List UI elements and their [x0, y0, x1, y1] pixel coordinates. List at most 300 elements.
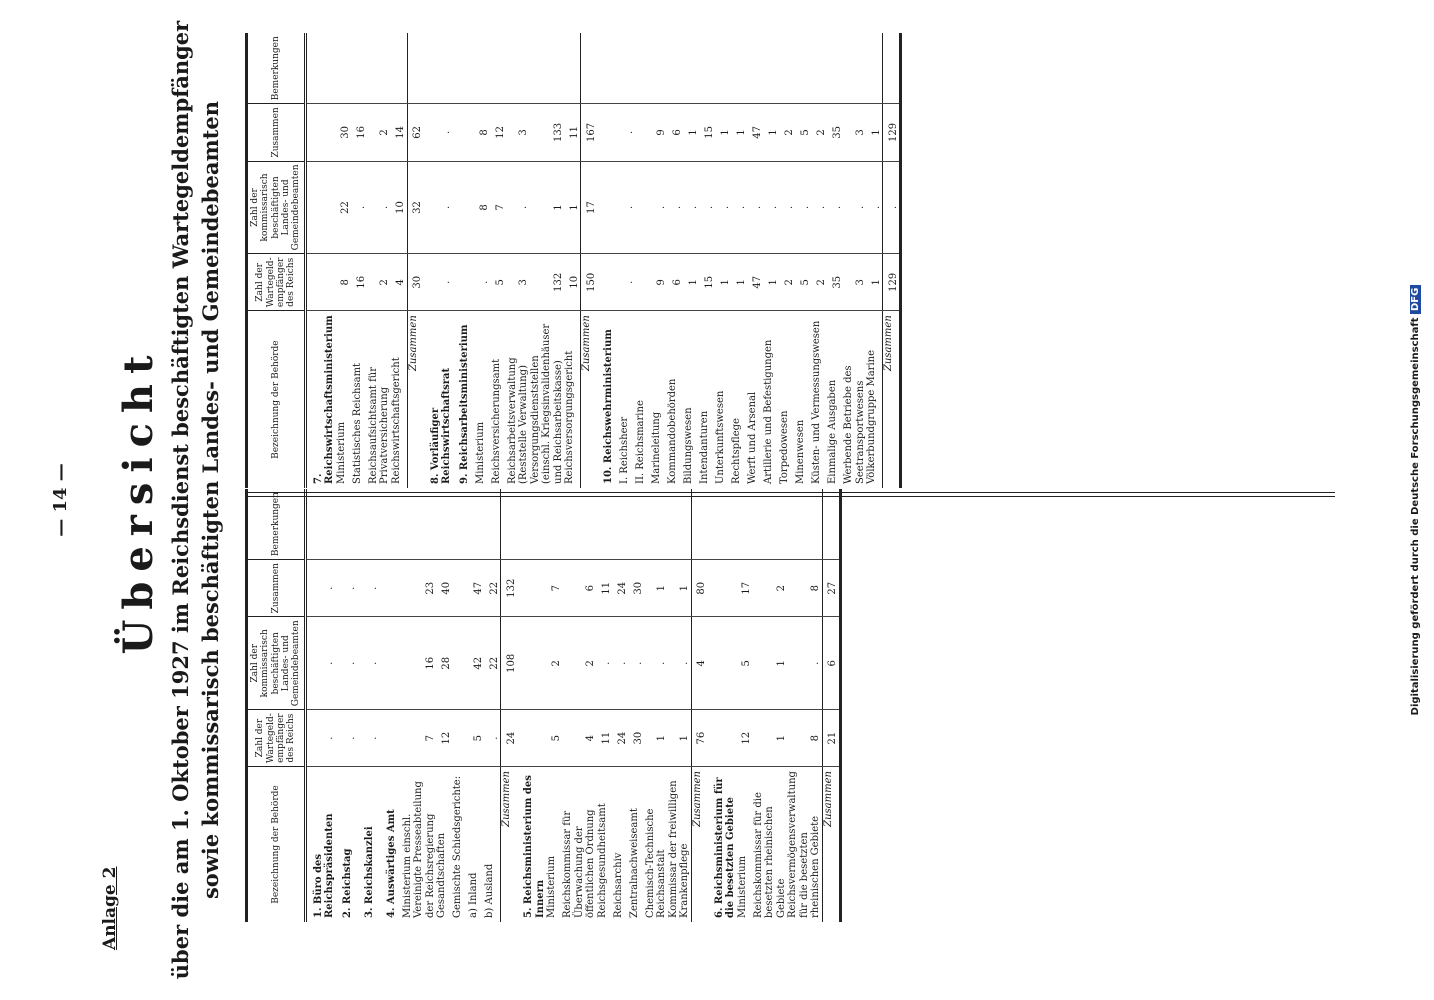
cell-authority: Reichsversicherungsamt	[490, 358, 502, 484]
cell-authority: 7. Reichswirtschaftsministerium	[312, 315, 336, 484]
cell-recipients	[380, 710, 402, 767]
cell-remarks	[795, 33, 811, 104]
cell-recipients: 9	[651, 254, 667, 311]
cell-recipients: 3	[507, 254, 530, 311]
cell-recipients	[453, 254, 475, 311]
cell-total: 22	[484, 560, 501, 617]
cell-commissioned: .	[336, 617, 358, 710]
cell-recipients: 132	[530, 254, 565, 311]
cell-recipients: 1	[668, 710, 692, 767]
cell-total: 1	[731, 104, 747, 161]
dfg-logo: DFG	[1410, 285, 1421, 314]
table-row	[747, 33, 763, 488]
cell-commissioned: .	[866, 161, 883, 254]
cell-recipients: 4	[562, 710, 597, 767]
cell-recipients: .	[475, 254, 491, 311]
cell-commissioned: 2	[546, 617, 562, 710]
cell-total: 6	[562, 560, 597, 617]
cell-commissioned: 4	[691, 617, 708, 710]
cell-commissioned	[517, 617, 546, 710]
cell-recipients: 30	[407, 254, 424, 311]
section-row	[305, 489, 336, 922]
header-recipients: Zahl der Wartegeld-empfänger des Reichs	[247, 710, 306, 767]
cell-total	[517, 560, 546, 617]
cell-commissioned: .	[619, 161, 635, 254]
cell-remarks	[453, 33, 475, 104]
cell-commissioned: .	[424, 161, 453, 254]
cell-recipients: 129	[883, 254, 901, 311]
cell-recipients: 8	[336, 254, 352, 311]
cell-commissioned: .	[795, 161, 811, 254]
cell-commissioned: .	[811, 161, 827, 254]
section-row	[380, 489, 402, 922]
table-row	[843, 33, 866, 488]
cell-authority: Ministerium	[736, 855, 748, 918]
cell-recipients: 16	[352, 254, 368, 311]
page-number: — 14 —	[50, 463, 71, 537]
cell-total	[635, 104, 651, 161]
cell-total: 3	[843, 104, 866, 161]
cell-commissioned	[597, 161, 619, 254]
cell-total: 62	[407, 104, 424, 161]
cell-remarks	[699, 33, 715, 104]
section-row	[336, 489, 358, 922]
subtitle-line-1: über die am 1. Oktober 1927 im Reichsdienst beschäftigten Wartegeldempfänger	[168, 20, 193, 980]
cell-authority: Werbende Betriebe des Seetransportwesens	[843, 365, 866, 484]
cell-commissioned	[305, 161, 336, 254]
cell-total: 167	[581, 104, 598, 161]
cell-recipients: 5	[795, 254, 811, 311]
cell-authority: Gemischte Schiedsgerichte:	[452, 775, 464, 918]
cell-commissioned: .	[358, 617, 380, 710]
table-row	[779, 33, 795, 488]
header-authority: Bezeichnung der Behörde	[247, 311, 306, 488]
cell-authority: 9. Reichsarbeitsministerium	[458, 324, 470, 484]
cell-remarks	[507, 33, 530, 104]
section-row	[358, 489, 380, 922]
cell-commissioned: 32	[407, 161, 424, 254]
cell-remarks	[336, 33, 352, 104]
table-row	[452, 489, 468, 922]
right-overview-table	[245, 33, 902, 488]
cell-recipients: .	[424, 254, 453, 311]
cell-remarks	[562, 489, 597, 560]
cell-commissioned: 2	[562, 617, 597, 710]
cell-total	[305, 104, 336, 161]
cell-remarks	[402, 489, 437, 560]
cell-total: 2	[368, 104, 391, 161]
cell-total	[708, 560, 737, 617]
cell-recipients: 1	[866, 254, 883, 311]
section-row	[453, 33, 475, 488]
table-row	[668, 489, 692, 922]
table-header-row	[247, 489, 306, 922]
cell-total: 2	[753, 560, 788, 617]
cell-authority: 8. Vorläufiger Reichswirtschaftsrat	[429, 367, 453, 484]
cell-recipients: 11	[597, 710, 613, 767]
cell-commissioned: .	[747, 161, 763, 254]
table-row	[827, 33, 843, 488]
cell-remarks	[883, 33, 901, 104]
cell-authority: Marineleitung	[651, 411, 663, 484]
cell-remarks	[827, 33, 843, 104]
total-row	[407, 33, 424, 488]
cell-commissioned: 1	[753, 617, 788, 710]
cell-commissioned	[635, 161, 651, 254]
cell-recipients: 6	[667, 254, 683, 311]
cell-recipients: 1	[763, 254, 779, 311]
cell-commissioned: .	[507, 161, 530, 254]
cell-commissioned: .	[667, 161, 683, 254]
cell-commissioned: .	[683, 161, 699, 254]
header-commissioned: Zahl der kommissarisch beschäftigten Landes- und Gemeindebeamten	[247, 161, 306, 254]
cell-remarks	[668, 489, 692, 560]
header-authority: Bezeichnung der Behörde	[247, 767, 306, 922]
cell-total: 24	[613, 560, 629, 617]
cell-recipients: 7	[402, 710, 437, 767]
cell-total: 30	[336, 104, 352, 161]
cell-total: 12	[491, 104, 507, 161]
cell-authority: 5. Reichsministerium des Innern	[523, 775, 546, 918]
cell-total: 2	[811, 104, 827, 161]
cell-commissioned: .	[787, 617, 822, 710]
table-row	[715, 33, 731, 488]
cell-authority: Reichsarchiv	[612, 852, 624, 918]
cell-remarks	[691, 489, 708, 560]
cell-authority: Zusammen	[691, 767, 708, 922]
cell-total: .	[424, 104, 453, 161]
cell-authority: Unterkunftswesen	[715, 390, 727, 484]
cell-authority: Werft und Arsenal	[747, 391, 759, 484]
cell-total: 35	[827, 104, 843, 161]
cell-remarks	[530, 33, 565, 104]
section-row	[597, 33, 619, 488]
table-row	[475, 33, 491, 488]
cell-commissioned: .	[651, 161, 667, 254]
cell-remarks	[843, 33, 866, 104]
cell-commissioned: .	[629, 617, 645, 710]
table-row	[546, 489, 562, 922]
cell-remarks	[866, 33, 883, 104]
table-row	[635, 33, 651, 488]
cell-remarks	[305, 489, 336, 560]
cell-authority: 1. Büro des Reichspräsidenten	[312, 813, 336, 918]
cell-authority: Ministerium	[335, 421, 347, 484]
cell-total: 8	[475, 104, 491, 161]
cell-recipients	[305, 254, 336, 311]
cell-total: .	[358, 560, 380, 617]
cell-total: 23	[402, 560, 437, 617]
cell-recipients	[452, 710, 468, 767]
table-row	[737, 489, 753, 922]
cell-remarks	[358, 489, 380, 560]
cell-commissioned: 8	[475, 161, 491, 254]
table-row	[402, 489, 437, 922]
cell-authority: II. Reichsmarine	[635, 400, 647, 484]
cell-total: 132	[501, 560, 518, 617]
table-header-row	[247, 33, 306, 488]
cell-authority: Kommissar der freiwilligen Krankenpflege	[667, 780, 691, 918]
cell-total: 14	[391, 104, 408, 161]
cell-total: 3	[507, 104, 530, 161]
cell-remarks	[753, 489, 788, 560]
cell-authority: Torpedowesen	[779, 410, 791, 484]
cell-remarks	[368, 33, 391, 104]
cell-authority: Zusammen	[501, 767, 518, 922]
cell-total: 129	[883, 104, 901, 161]
cell-authority: Zentralnachweiseamt	[628, 808, 640, 918]
table-row	[683, 33, 699, 488]
cell-remarks	[811, 33, 827, 104]
table-row	[368, 33, 391, 488]
cell-commissioned: 7	[491, 161, 507, 254]
cell-remarks	[407, 33, 424, 104]
cell-authority: I. Reichsheer	[619, 416, 631, 484]
cell-authority: 2. Reichstag	[341, 848, 353, 918]
cell-total: 11	[597, 560, 613, 617]
cell-commissioned: 17	[581, 161, 598, 254]
cell-authority: 10. Reichswehrministerium	[603, 329, 615, 484]
cell-recipients: 76	[691, 710, 708, 767]
cell-total: 5	[795, 104, 811, 161]
cell-authority: Versorgungsdienststellen (einschl. Kriegsinvalidenhäuser und Reichsarbeitskasse)	[529, 323, 564, 484]
cell-authority: Reichsvermögensverwaltung für die besetzten rheinischen Gebiete	[787, 771, 822, 918]
cell-authority: Zusammen	[822, 767, 840, 922]
cell-recipients: 24	[501, 710, 518, 767]
cell-total: 1	[668, 560, 692, 617]
table-row	[731, 33, 747, 488]
cell-authority: Einmalige Ausgaben	[827, 379, 839, 484]
annex-label: Anlage 2	[100, 866, 120, 950]
cell-recipients: 10	[564, 254, 581, 311]
cell-total: 8	[787, 560, 822, 617]
cell-commissioned: 1	[530, 161, 565, 254]
total-row	[822, 489, 840, 922]
cell-authority: Ministerium	[546, 855, 558, 918]
total-row	[581, 33, 598, 488]
header-total: Zusammen	[247, 104, 306, 161]
cell-total: 47	[468, 560, 484, 617]
cell-recipients: .	[358, 710, 380, 767]
cell-remarks	[546, 489, 562, 560]
cell-authority: Reichskommissar für Überwachung der öffentlichen Ordnung	[562, 809, 597, 918]
cell-recipients: 3	[843, 254, 866, 311]
table-row	[507, 33, 530, 488]
cell-commissioned: 108	[501, 617, 518, 710]
cell-remarks	[613, 489, 629, 560]
cell-authority: Völkerbundgruppe Marine	[866, 349, 878, 484]
cell-authority: 6. Reichsministerium für die besetzten Gebiete	[713, 777, 737, 918]
cell-recipients: 24	[613, 710, 629, 767]
cell-authority: Reichswirtschaftsgericht	[390, 357, 402, 484]
cell-recipients	[708, 710, 737, 767]
funding-note	[1410, 0, 1421, 1000]
cell-total: .	[336, 560, 358, 617]
table-row	[763, 33, 779, 488]
cell-authority: Reichsarbeitsverwaltung (Reststelle Verwaltung)	[506, 357, 530, 484]
cell-remarks	[336, 489, 358, 560]
cell-commissioned: 5	[737, 617, 753, 710]
cell-authority: Reichsversorgungsgericht	[564, 350, 576, 484]
cell-remarks	[683, 33, 699, 104]
table-row	[667, 33, 683, 488]
cell-authority: b) Ausland	[484, 863, 496, 918]
header-total: Zusammen	[247, 560, 306, 617]
cell-recipients: 5	[546, 710, 562, 767]
cell-total: 1	[683, 104, 699, 161]
table-row	[597, 489, 613, 922]
cell-authority: Minenwesen	[795, 419, 807, 484]
cell-recipients: 1	[683, 254, 699, 311]
cell-recipients: .	[484, 710, 501, 767]
table-row	[619, 33, 635, 488]
cell-remarks	[564, 33, 581, 104]
cell-total: 1	[866, 104, 883, 161]
cell-commissioned: .	[352, 161, 368, 254]
cell-authority: Zusammen	[581, 311, 598, 488]
cell-total: 30	[629, 560, 645, 617]
cell-remarks	[715, 33, 731, 104]
cell-authority: Ministerium	[474, 421, 486, 484]
right-table-body	[305, 33, 901, 488]
cell-commissioned: .	[731, 161, 747, 254]
table-row	[787, 489, 822, 922]
cell-authority: Reichsaufsichtsamt für Privatversicherung	[367, 366, 391, 484]
cell-recipients: 150	[581, 254, 598, 311]
cell-commissioned: 28	[436, 617, 452, 710]
cell-remarks	[651, 33, 667, 104]
cell-remarks	[629, 489, 645, 560]
cell-total: 9	[651, 104, 667, 161]
cell-remarks	[667, 33, 683, 104]
cell-total: 16	[352, 104, 368, 161]
cell-remarks	[468, 489, 484, 560]
left-overview-table	[245, 489, 842, 922]
cell-remarks	[436, 489, 452, 560]
cell-remarks	[822, 489, 840, 560]
cell-authority: Artillerie und Befestigungen	[763, 339, 775, 484]
table-row	[484, 489, 501, 922]
header-remarks: Bemerkungen	[247, 489, 306, 560]
cell-recipients: 1	[645, 710, 668, 767]
cell-total: 133	[530, 104, 565, 161]
cell-authority: 4. Auswärtiges Amt	[385, 809, 397, 918]
cell-commissioned: 1	[564, 161, 581, 254]
cell-total: 15	[699, 104, 715, 161]
cell-commissioned: .	[699, 161, 715, 254]
cell-commissioned: .	[305, 617, 336, 710]
table-row	[391, 33, 408, 488]
cell-commissioned: .	[368, 161, 391, 254]
cell-authority: a) Inland	[468, 872, 480, 918]
cell-authority: Rechtspflege	[731, 418, 743, 484]
table-row	[564, 33, 581, 488]
cell-remarks	[737, 489, 753, 560]
total-row	[883, 33, 901, 488]
section-row	[517, 489, 546, 922]
table-row	[753, 489, 788, 922]
cell-recipients: 35	[827, 254, 843, 311]
cell-remarks	[352, 33, 368, 104]
section-row	[424, 33, 453, 488]
cell-commissioned: .	[597, 617, 613, 710]
table-row	[866, 33, 883, 488]
cell-remarks	[597, 489, 613, 560]
cell-commissioned: 16	[402, 617, 437, 710]
cell-remarks	[424, 33, 453, 104]
cell-remarks	[708, 489, 737, 560]
cell-commissioned: .	[645, 617, 668, 710]
cell-total: 17	[737, 560, 753, 617]
cell-recipients: 5	[491, 254, 507, 311]
cell-authority: Bildungswesen	[683, 407, 695, 484]
cell-commissioned	[380, 617, 402, 710]
cell-recipients: 1	[715, 254, 731, 311]
cell-commissioned: .	[779, 161, 795, 254]
cell-remarks	[635, 33, 651, 104]
column-divider	[245, 492, 1335, 497]
cell-remarks	[305, 33, 336, 104]
cell-recipients: 15	[699, 254, 715, 311]
cell-remarks	[645, 489, 668, 560]
cell-commissioned: .	[883, 161, 901, 254]
cell-recipients: .	[336, 710, 358, 767]
cell-authority: Reichsgesundheitsamt	[596, 803, 608, 918]
section-row	[305, 33, 336, 488]
cell-remarks	[779, 33, 795, 104]
cell-commissioned: .	[613, 617, 629, 710]
cell-recipients: 8	[787, 710, 822, 767]
total-row	[501, 489, 518, 922]
cell-recipients: 5	[468, 710, 484, 767]
table-row	[336, 33, 352, 488]
funding-note-text: Digitalisierung gefördert durch die Deutsche Forschungsgemeinschaft	[1410, 317, 1421, 716]
cell-remarks	[581, 33, 598, 104]
cell-recipients: 1	[731, 254, 747, 311]
cell-remarks	[484, 489, 501, 560]
cell-recipients: 2	[368, 254, 391, 311]
cell-remarks	[747, 33, 763, 104]
cell-total: 27	[822, 560, 840, 617]
table-row	[468, 489, 484, 922]
table-row	[613, 489, 629, 922]
cell-total: .	[305, 560, 336, 617]
cell-remarks	[391, 33, 408, 104]
cell-commissioned: 42	[468, 617, 484, 710]
section-row	[708, 489, 737, 922]
table-row	[645, 489, 668, 922]
cell-commissioned: .	[715, 161, 731, 254]
table-row	[562, 489, 597, 922]
cell-remarks	[380, 489, 402, 560]
cell-authority: Intendanturen	[699, 410, 711, 484]
cell-recipients: 12	[436, 710, 452, 767]
cell-recipients: .	[619, 254, 635, 311]
table-row	[491, 33, 507, 488]
cell-total: 1	[645, 560, 668, 617]
cell-authority: Ministerium einschl. Vereinigte Presseabteilung der Reichsregierung	[401, 781, 436, 918]
cell-authority: 3. Reichskanzlei	[363, 826, 375, 918]
cell-commissioned	[708, 617, 737, 710]
cell-commissioned: .	[843, 161, 866, 254]
cell-remarks	[475, 33, 491, 104]
cell-remarks	[731, 33, 747, 104]
cell-total: 40	[436, 560, 452, 617]
cell-total: 80	[691, 560, 708, 617]
cell-commissioned: 22	[336, 161, 352, 254]
cell-total: 47	[747, 104, 763, 161]
cell-commissioned	[452, 617, 468, 710]
